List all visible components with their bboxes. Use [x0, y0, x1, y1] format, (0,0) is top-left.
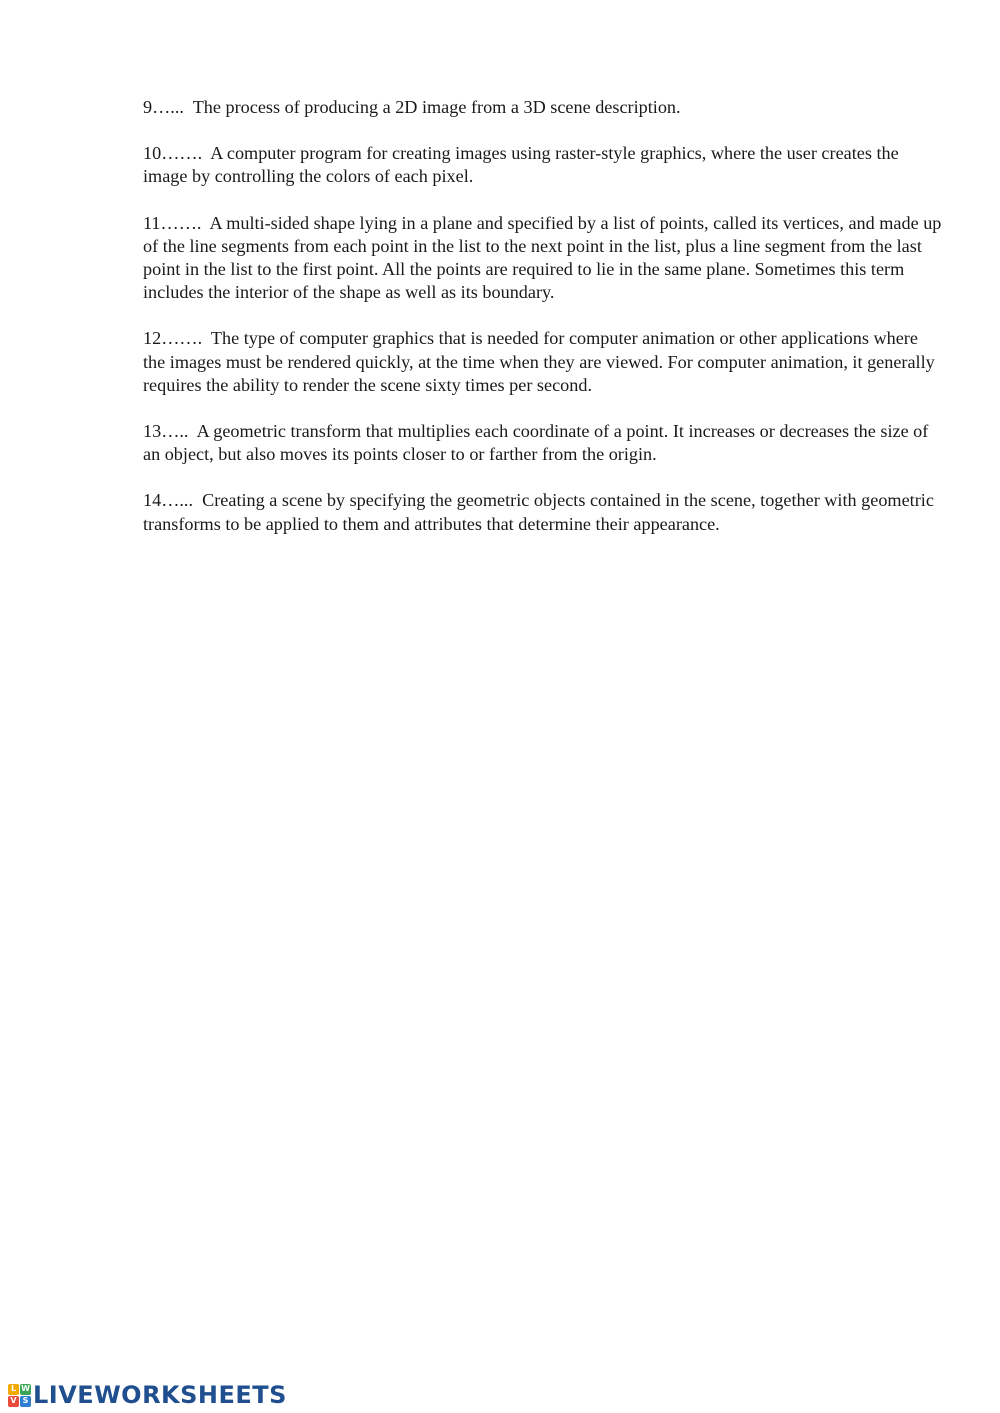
- logo-blocks-icon: [8, 1384, 31, 1407]
- question-10-number: 10…….: [143, 143, 211, 164]
- question-13-number: 13…..: [143, 421, 197, 442]
- logo-text: LIVEWORKSHEETS: [33, 1381, 287, 1409]
- question-14-text: Creating a scene by specifying the geometric objects contained in the scene, together with geometric transforms to be applied to them and attributes that determine their appearance.: [143, 490, 934, 534]
- question-9: [143, 96, 943, 119]
- question-9-text: The process of producing a 2D image from a 3D scene description.: [192, 97, 681, 117]
- question-12-text: The type of computer graphics that is needed for computer animation or other applications where the images must be rendered quickly, at the time when they are viewed. For computer animation, it generally requires the ability to render the scene sixty times per second.: [143, 328, 935, 395]
- question-11: [143, 212, 943, 305]
- logo-block-4: S: [20, 1396, 31, 1407]
- question-11-number: 11…….: [143, 212, 210, 233]
- question-14: [143, 489, 943, 535]
- question-10: [143, 142, 943, 188]
- question-9-number: 9…...: [143, 97, 193, 117]
- question-13: [143, 420, 943, 466]
- question-12: [143, 327, 943, 397]
- question-11-text: A multi-sided shape lying in a plane and specified by a list of points, called its vertices, and made up of the line segments from each point in the list to the next point in the list, plus a line segment from the last point in the list to the first point. All the points are required to lie in the same plane. Sometimes this term includes the interior of the shape as well as its boundary.: [143, 212, 942, 303]
- worksheet-content: [143, 96, 943, 559]
- question-10-text: A computer program for creating images using raster-style graphics, where the user creates the image by controlling the colors of each pixel.: [143, 143, 899, 187]
- liveworksheets-logo: [8, 1380, 287, 1410]
- question-12-number: 12…….: [143, 328, 211, 349]
- question-14-number: 14…...: [143, 490, 203, 511]
- logo-block-2: W: [21, 1384, 30, 1393]
- logo-block-3: V: [8, 1396, 19, 1407]
- question-13-text: A geometric transform that multiplies each coordinate of a point. It increases or decreases the size of an object, but also moves its points closer to or farther from the origin.: [143, 421, 929, 465]
- logo-block-1: L: [8, 1384, 19, 1395]
